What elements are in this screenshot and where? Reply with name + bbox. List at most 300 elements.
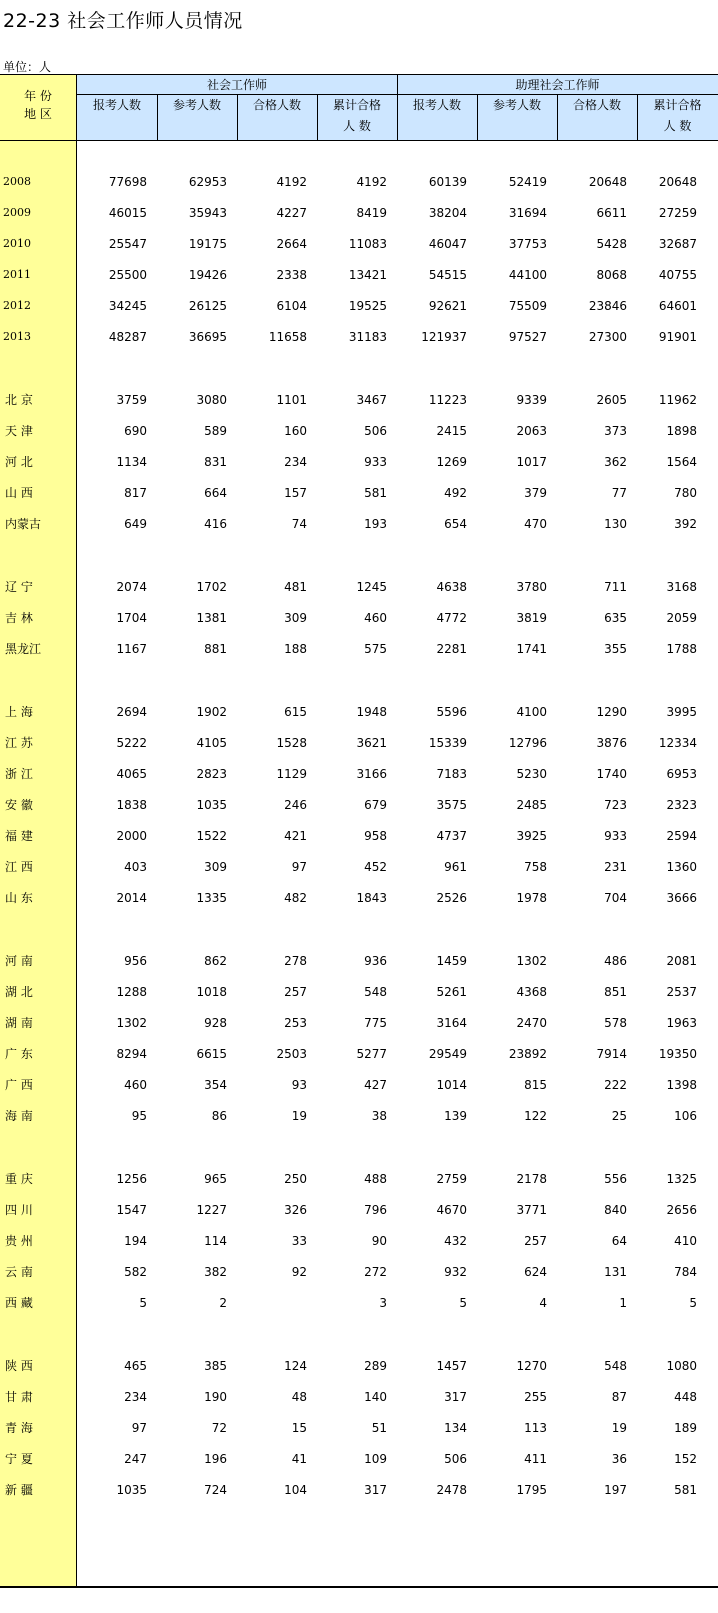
table-cell: 121937 [421, 330, 467, 344]
table-cell: 19350 [658, 1047, 697, 1061]
table-cell: 160 [284, 424, 307, 438]
row-region: 江 西 [5, 860, 33, 874]
table-cell: 272 [364, 1265, 387, 1279]
table-cell: 1288 [116, 985, 147, 999]
table-cell: 1014 [436, 1078, 467, 1092]
table-cell: 4 [539, 1296, 547, 1310]
table-cell: 309 [204, 860, 227, 874]
table-cell: 3166 [356, 767, 387, 781]
table-cell: 3666 [666, 891, 697, 905]
table-cell: 1902 [196, 705, 227, 719]
row-region: 河 北 [5, 455, 33, 469]
table-cell: 460 [124, 1078, 147, 1092]
table-cell: 961 [444, 860, 467, 874]
row-year: 2008 [3, 175, 31, 188]
table-cell: 851 [604, 985, 627, 999]
table-cell: 758 [524, 860, 547, 874]
table-row [0, 826, 718, 846]
table-cell: 2526 [436, 891, 467, 905]
table-cell: 427 [364, 1078, 387, 1092]
table-cell: 9339 [516, 393, 547, 407]
row-region: 西 藏 [5, 1296, 33, 1310]
table-row [0, 1013, 718, 1033]
table-cell: 19 [291, 1109, 307, 1123]
col-header-pass: 合格人数 [572, 98, 621, 112]
row-region: 湖 南 [5, 1016, 33, 1030]
table-cell: 140 [364, 1390, 387, 1404]
table-cell: 410 [674, 1234, 697, 1248]
table-cell: 25500 [108, 268, 147, 282]
table-cell: 4670 [436, 1203, 467, 1217]
table-row [0, 265, 718, 285]
table-cell: 122 [524, 1109, 547, 1123]
table-cell: 6104 [276, 299, 307, 313]
table-cell: 556 [604, 1172, 627, 1186]
table-cell: 411 [524, 1452, 547, 1466]
table-cell: 2594 [666, 829, 697, 843]
table-cell: 2081 [666, 954, 697, 968]
table-cell: 234 [124, 1390, 147, 1404]
table-cell: 1167 [116, 642, 147, 656]
table-cell: 38204 [428, 206, 467, 220]
table-cell: 2605 [596, 393, 627, 407]
row-region: 海 南 [5, 1109, 33, 1123]
table-cell: 289 [364, 1359, 387, 1373]
table-cell: 4192 [276, 175, 307, 189]
table-cell: 1080 [666, 1359, 697, 1373]
table-cell: 452 [364, 860, 387, 874]
table-cell: 1704 [116, 611, 147, 625]
table-cell: 77 [611, 486, 627, 500]
table-row [0, 733, 718, 753]
table-cell: 72 [211, 1421, 227, 1435]
table-cell: 3925 [516, 829, 547, 843]
table-cell: 575 [364, 642, 387, 656]
table-cell: 278 [284, 954, 307, 968]
table-cell: 188 [284, 642, 307, 656]
table-cell: 92621 [428, 299, 467, 313]
table-cell: 35943 [188, 206, 227, 220]
table-cell: 2478 [436, 1483, 467, 1497]
unit-label: 单位：人 [3, 60, 52, 74]
table-cell: 704 [604, 891, 627, 905]
table-cell: 5261 [436, 985, 467, 999]
table-cell: 247 [124, 1452, 147, 1466]
table-cell: 1528 [276, 736, 307, 750]
table-row [0, 795, 718, 815]
table-cell: 97527 [508, 330, 547, 344]
table-cell: 432 [444, 1234, 467, 1248]
table-row [0, 1293, 718, 1313]
table-cell: 1101 [276, 393, 307, 407]
table-cell: 1325 [666, 1172, 697, 1186]
table-cell: 3771 [516, 1203, 547, 1217]
table-cell: 87 [611, 1390, 627, 1404]
table-cell: 965 [204, 1172, 227, 1186]
table-cell: 2014 [116, 891, 147, 905]
table-cell: 44100 [508, 268, 547, 282]
table-cell: 932 [444, 1265, 467, 1279]
table-cell: 723 [604, 798, 627, 812]
table-cell: 11962 [658, 393, 697, 407]
table-cell: 3575 [436, 798, 467, 812]
table-cell: 416 [204, 517, 227, 531]
table-cell: 1788 [666, 642, 697, 656]
table-cell: 488 [364, 1172, 387, 1186]
table-cell: 93 [291, 1078, 307, 1092]
row-region: 陕 西 [5, 1359, 33, 1373]
row-region: 黑龙江 [5, 642, 42, 656]
table-cell: 578 [604, 1016, 627, 1030]
table-cell: 486 [604, 954, 627, 968]
table-cell: 257 [284, 985, 307, 999]
table-cell: 2323 [666, 798, 697, 812]
table-cell: 222 [604, 1078, 627, 1092]
table-cell: 25 [611, 1109, 627, 1123]
table-cell: 2694 [116, 705, 147, 719]
table-cell: 1963 [666, 1016, 697, 1030]
table-cell: 15339 [428, 736, 467, 750]
table-cell: 1381 [196, 611, 227, 625]
table-cell: 1457 [436, 1359, 467, 1373]
table-cell: 1 [619, 1296, 627, 1310]
table-row [0, 296, 718, 316]
table-cell: 3759 [116, 393, 147, 407]
table-cell: 36695 [188, 330, 227, 344]
table-cell: 775 [364, 1016, 387, 1030]
table-cell: 3467 [356, 393, 387, 407]
table-cell: 246 [284, 798, 307, 812]
table-cell: 4638 [436, 580, 467, 594]
row-region: 山 东 [5, 891, 33, 905]
row-year: 2010 [3, 237, 31, 250]
col-header-cumulative: 累计合格 [332, 98, 381, 112]
table-cell: 20648 [658, 175, 697, 189]
row-region: 云 南 [5, 1265, 33, 1279]
table-cell: 234 [284, 455, 307, 469]
table-cell: 8294 [116, 1047, 147, 1061]
table-cell: 1335 [196, 891, 227, 905]
table-cell: 382 [204, 1265, 227, 1279]
table-cell: 5277 [356, 1047, 387, 1061]
table-cell: 2823 [196, 767, 227, 781]
table-row [0, 982, 718, 1002]
table-cell: 1459 [436, 954, 467, 968]
row-region: 广 东 [5, 1047, 33, 1061]
table-cell: 190 [204, 1390, 227, 1404]
table-cell: 1547 [116, 1203, 147, 1217]
table-row [0, 1262, 718, 1282]
table-row [0, 1231, 718, 1251]
row-region: 上 海 [5, 705, 33, 719]
table-cell: 48287 [108, 330, 147, 344]
table-cell: 12796 [508, 736, 547, 750]
table-cell: 23892 [508, 1047, 547, 1061]
table-cell: 90 [371, 1234, 387, 1248]
table-cell: 460 [364, 611, 387, 625]
row-region: 广 西 [5, 1078, 33, 1092]
table-cell: 255 [524, 1390, 547, 1404]
table-cell: 31183 [348, 330, 387, 344]
table-cell: 589 [204, 424, 227, 438]
group-header-assistant-social-worker: 助理社会工作师 [515, 78, 600, 92]
table-cell: 1302 [116, 1016, 147, 1030]
table-cell: 1035 [116, 1483, 147, 1497]
row-region: 浙 江 [5, 767, 33, 781]
table-cell: 4100 [516, 705, 547, 719]
table-cell: 5596 [436, 705, 467, 719]
table-cell: 11083 [348, 237, 387, 251]
table-cell: 3 [379, 1296, 387, 1310]
table-cell: 13421 [348, 268, 387, 282]
table-cell: 104 [284, 1483, 307, 1497]
table-cell: 1269 [436, 455, 467, 469]
table-cell: 2415 [436, 424, 467, 438]
table-cell: 2338 [276, 268, 307, 282]
table-cell: 2178 [516, 1172, 547, 1186]
table-cell: 91901 [658, 330, 697, 344]
table-row [0, 452, 718, 472]
table-cell: 3164 [436, 1016, 467, 1030]
table-cell: 46015 [108, 206, 147, 220]
table-cell: 2485 [516, 798, 547, 812]
table-cell: 15 [291, 1421, 307, 1435]
table-cell: 624 [524, 1265, 547, 1279]
table-row [0, 514, 718, 534]
table-cell: 4772 [436, 611, 467, 625]
row-region: 青 海 [5, 1421, 33, 1435]
table-cell: 193 [364, 517, 387, 531]
table-cell: 46047 [428, 237, 467, 251]
table-cell: 1795 [516, 1483, 547, 1497]
table-cell: 1741 [516, 642, 547, 656]
table-cell: 317 [364, 1483, 387, 1497]
row-region: 新 疆 [5, 1483, 33, 1497]
table-cell: 106 [674, 1109, 697, 1123]
table-cell: 928 [204, 1016, 227, 1030]
table-cell: 3876 [596, 736, 627, 750]
row-region: 天 津 [5, 424, 33, 438]
table-cell: 4192 [356, 175, 387, 189]
table-cell: 6615 [196, 1047, 227, 1061]
table-cell: 1978 [516, 891, 547, 905]
row-region: 重 庆 [5, 1172, 33, 1186]
table-cell: 403 [124, 860, 147, 874]
table-cell: 48 [291, 1390, 307, 1404]
table-cell: 5428 [596, 237, 627, 251]
table-cell: 253 [284, 1016, 307, 1030]
table-cell: 1256 [116, 1172, 147, 1186]
table-row [0, 888, 718, 908]
table-cell: 1843 [356, 891, 387, 905]
table-cell: 23846 [588, 299, 627, 313]
table-cell: 5 [139, 1296, 147, 1310]
col-header-attend: 参考人数 [492, 98, 541, 112]
table-cell: 1740 [596, 767, 627, 781]
table-cell: 27300 [588, 330, 627, 344]
table-cell: 1245 [356, 580, 387, 594]
table-cell: 131 [604, 1265, 627, 1279]
row-region: 江 苏 [5, 736, 33, 750]
table-cell: 956 [124, 954, 147, 968]
table-cell: 881 [204, 642, 227, 656]
col-header-pass: 合格人数 [252, 98, 301, 112]
table-cell: 1522 [196, 829, 227, 843]
table-cell: 92 [291, 1265, 307, 1279]
table-cell: 77698 [108, 175, 147, 189]
table-cell: 1129 [276, 767, 307, 781]
row-year: 2011 [3, 268, 31, 281]
col-header-cumulative-line2: 人 数 [663, 119, 692, 133]
table-cell: 3819 [516, 611, 547, 625]
table-cell: 250 [284, 1172, 307, 1186]
table-cell: 114 [204, 1234, 227, 1248]
table-cell: 37753 [508, 237, 547, 251]
table-cell: 5 [459, 1296, 467, 1310]
stub-header-year: 年 份 [24, 89, 52, 103]
table-cell: 1948 [356, 705, 387, 719]
table-row [0, 483, 718, 503]
table-cell: 113 [524, 1421, 547, 1435]
table-cell: 1702 [196, 580, 227, 594]
table-cell: 4227 [276, 206, 307, 220]
row-region: 河 南 [5, 954, 33, 968]
table-cell: 1270 [516, 1359, 547, 1373]
table-cell: 4368 [516, 985, 547, 999]
table-row [0, 1200, 718, 1220]
table-cell: 862 [204, 954, 227, 968]
table-cell: 2059 [666, 611, 697, 625]
table-row [0, 639, 718, 659]
table-cell: 840 [604, 1203, 627, 1217]
table-cell: 724 [204, 1483, 227, 1497]
table-cell: 481 [284, 580, 307, 594]
group-header-social-worker: 社会工作师 [206, 78, 267, 92]
table-cell: 196 [204, 1452, 227, 1466]
table-cell: 649 [124, 517, 147, 531]
table-cell: 582 [124, 1265, 147, 1279]
table-cell: 2063 [516, 424, 547, 438]
table-cell: 74 [291, 517, 307, 531]
table-cell: 19175 [188, 237, 227, 251]
table-cell: 257 [524, 1234, 547, 1248]
table-cell: 373 [604, 424, 627, 438]
table-cell: 831 [204, 455, 227, 469]
table-row [0, 1418, 718, 1438]
table-cell: 2656 [666, 1203, 697, 1217]
table-row [0, 764, 718, 784]
table-cell: 1360 [666, 860, 697, 874]
table-row [0, 702, 718, 722]
table-cell: 385 [204, 1359, 227, 1373]
table-row [0, 421, 718, 441]
col-header-report: 报考人数 [412, 98, 461, 112]
table-cell: 2000 [116, 829, 147, 843]
table-row [0, 390, 718, 410]
table-cell: 8419 [356, 206, 387, 220]
table-row [0, 1480, 718, 1500]
table-cell: 711 [604, 580, 627, 594]
table-cell: 581 [364, 486, 387, 500]
table-cell: 86 [211, 1109, 227, 1123]
table-cell: 11223 [428, 393, 467, 407]
table-cell: 152 [674, 1452, 697, 1466]
table-row [0, 234, 718, 254]
table-cell: 20648 [588, 175, 627, 189]
table-cell: 635 [604, 611, 627, 625]
row-region: 福 建 [5, 829, 33, 843]
table-cell: 189 [674, 1421, 697, 1435]
table-cell: 482 [284, 891, 307, 905]
table-cell: 62953 [188, 175, 227, 189]
table-row [0, 1075, 718, 1095]
row-region: 甘 肃 [5, 1390, 33, 1404]
table-cell: 27259 [658, 206, 697, 220]
table-cell: 197 [604, 1483, 627, 1497]
table-cell: 362 [604, 455, 627, 469]
row-year: 2012 [3, 299, 31, 312]
table-cell: 25547 [108, 237, 147, 251]
table-cell: 317 [444, 1390, 467, 1404]
table-cell: 933 [364, 455, 387, 469]
table-cell: 355 [604, 642, 627, 656]
table-cell: 690 [124, 424, 147, 438]
table-cell: 12334 [658, 736, 697, 750]
table-cell: 3168 [666, 580, 697, 594]
table-cell: 32687 [658, 237, 697, 251]
table-cell: 6953 [666, 767, 697, 781]
table-cell: 3780 [516, 580, 547, 594]
table-cell: 33 [291, 1234, 307, 1248]
table-cell: 3621 [356, 736, 387, 750]
table-cell: 796 [364, 1203, 387, 1217]
table-cell: 421 [284, 829, 307, 843]
col-header-cumulative: 累计合格 [653, 98, 702, 112]
table-cell: 548 [604, 1359, 627, 1373]
table-cell: 134 [444, 1421, 467, 1435]
row-region: 贵 州 [5, 1234, 33, 1248]
table-cell: 19525 [348, 299, 387, 313]
table-cell: 492 [444, 486, 467, 500]
table-cell: 958 [364, 829, 387, 843]
row-region: 山 西 [5, 486, 33, 500]
table-row [0, 1169, 718, 1189]
table-row [0, 203, 718, 223]
table-cell: 3995 [666, 705, 697, 719]
table-cell: 97 [131, 1421, 147, 1435]
table-cell: 354 [204, 1078, 227, 1092]
table-cell: 1564 [666, 455, 697, 469]
table-cell: 41 [291, 1452, 307, 1466]
row-region: 北 京 [5, 393, 33, 407]
table-cell: 2470 [516, 1016, 547, 1030]
table-cell: 506 [444, 1452, 467, 1466]
table-cell: 1398 [666, 1078, 697, 1092]
table-cell: 5222 [116, 736, 147, 750]
table-row [0, 1356, 718, 1376]
table-cell: 52419 [508, 175, 547, 189]
table-cell: 7914 [596, 1047, 627, 1061]
table-cell: 392 [674, 517, 697, 531]
table-cell: 6611 [596, 206, 627, 220]
table-cell: 130 [604, 517, 627, 531]
col-header-attend: 参考人数 [172, 98, 221, 112]
table-row [0, 1387, 718, 1407]
row-region: 内蒙古 [5, 517, 42, 531]
table-row [0, 857, 718, 877]
col-header-report: 报考人数 [92, 98, 141, 112]
table-cell: 8068 [596, 268, 627, 282]
